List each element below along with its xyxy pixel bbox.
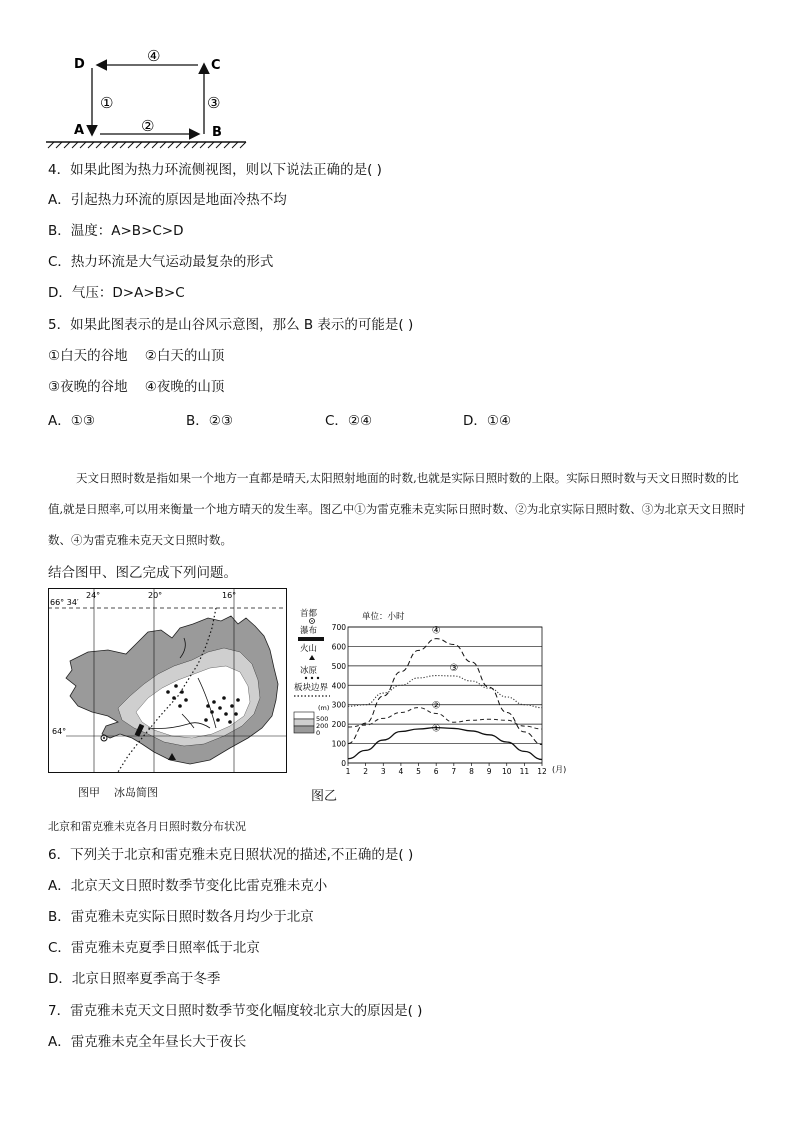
x-tick-10: 10 <box>501 767 512 776</box>
label-b: B <box>212 125 222 140</box>
x-tick-1: 1 <box>345 767 351 776</box>
label-arrow-3: ③ <box>207 94 221 112</box>
q4-option-c: C．热力环流是大气运动最复杂的形式 <box>48 254 274 270</box>
chart-caption: 图乙 <box>311 789 338 804</box>
map-caption: 图甲 冰岛简图 <box>78 786 158 799</box>
y-tick-400: 400 <box>331 681 346 691</box>
sunshine-chart <box>331 606 574 776</box>
q4-stem: 4．如果此图为热力环流侧视图，则以下说法正确的是( ) <box>48 162 382 178</box>
q6-option-a: A．北京天文日照时数季节变化比雷克雅未克小 <box>48 878 328 894</box>
lat-64-label: 64° <box>52 727 67 736</box>
q5-options <box>48 409 568 427</box>
series-label-3: ③ <box>449 662 459 674</box>
legend-elev-unit: (m) <box>318 704 330 712</box>
x-tick-9: 9 <box>486 767 492 776</box>
y-tick-500: 500 <box>331 661 346 671</box>
label-a: A <box>74 123 85 138</box>
series-label-1: ① <box>431 723 441 735</box>
ground-hatch <box>48 142 246 148</box>
x-tick-8: 8 <box>469 767 474 776</box>
q5-choices-line-2: ③夜晚的谷地 ④夜晚的山顶 <box>48 379 225 395</box>
legend-volcano-label: 火山 <box>300 644 318 654</box>
label-arrow-4: ④ <box>147 47 161 65</box>
lon-24-label: 24° <box>86 591 101 600</box>
x-tick-11: 11 <box>519 767 530 776</box>
q5-option-a: A．①③ <box>48 413 95 429</box>
chart-x-unit: (月) <box>552 765 567 774</box>
label-c: C <box>211 58 221 73</box>
circulation-diagram <box>40 44 250 154</box>
chart-unit-label: 单位：小时 <box>362 612 405 622</box>
label-d: D <box>74 57 85 72</box>
y-tick-0: 0 <box>341 759 346 768</box>
legend-elev-0: 0 <box>316 729 321 737</box>
passage-instruction: 结合图甲、图乙完成下列问题。 <box>48 565 237 581</box>
series-line-2 <box>348 708 542 729</box>
lat-66-label: 66° 34′ <box>50 598 79 607</box>
label-arrow-2: ② <box>141 117 155 135</box>
legend-ice-label: 冰原 <box>300 666 318 676</box>
x-tick-12: 12 <box>537 767 547 776</box>
iceland-map <box>48 588 340 774</box>
lon-16-label: 16° <box>222 591 237 600</box>
passage <box>48 463 748 556</box>
q5-option-c: C．②④ <box>325 413 373 429</box>
label-arrow-1: ① <box>100 94 114 112</box>
legend-plate-label: 板块边界 <box>294 683 329 693</box>
series-label-4: ④ <box>431 625 441 637</box>
y-tick-600: 600 <box>331 642 346 652</box>
y-tick-700: 700 <box>331 623 346 632</box>
x-tick-2: 2 <box>363 767 369 776</box>
q6-option-c: C．雷克雅未克夏季日照率低于北京 <box>48 940 260 956</box>
legend-capital-label: 首都 <box>300 609 318 619</box>
legend-waterfall-label: 瀑布 <box>300 626 318 636</box>
q5-option-b: B．②③ <box>186 413 233 429</box>
x-tick-6: 6 <box>433 767 439 776</box>
x-tick-7: 7 <box>451 767 457 776</box>
q4-option-b: B．温度：A>B>C>D <box>48 223 184 239</box>
legend-volcano-symbol <box>309 655 315 660</box>
passage-text: 天文日照时数是指如果一个地方一直都是晴天,太阳照射地面的时数,也就是实际日照时数的上限。实际日照时数与天文日照时数的比值,就是日照率,可以用来衡量一个地方晴天的发生率。图乙中①为雷克雅未克实际日照时数、②为北京实际日照时数、③为北京天文日照时数、④为雷克雅未克天文日照时数。 <box>48 471 746 547</box>
y-tick-100: 100 <box>331 739 346 749</box>
figure-caption: 北京和雷克雅未克各月日照时数分布状况 <box>48 820 246 833</box>
series-label-2: ② <box>431 700 441 712</box>
lon-20-label: 20° <box>148 591 163 600</box>
x-tick-3: 3 <box>380 767 386 776</box>
q6-stem: 6．下列关于北京和雷克雅未克日照状况的描述,不正确的是( ) <box>48 847 414 863</box>
q7-option-a: A．雷克雅未克全年昼长大于夜长 <box>48 1034 247 1050</box>
q5-choices-line-1: ①白天的谷地 ②白天的山顶 <box>48 348 225 364</box>
q4-option-d: D．气压：D>A>B>C <box>48 285 185 301</box>
legend-elev-200: 200 <box>316 722 329 730</box>
q7-stem: 7．雷克雅未克天文日照时数季节变化幅度较北京大的原因是( ) <box>48 1003 423 1019</box>
y-tick-200: 200 <box>331 720 346 730</box>
q6-option-d: D．北京日照率夏季高于冬季 <box>48 971 221 987</box>
x-tick-5: 5 <box>416 767 421 776</box>
legend-ice-symbol <box>305 677 319 679</box>
y-tick-300: 300 <box>331 700 346 710</box>
q5-stem: 5．如果此图表示的是山谷风示意图，那么 B 表示的可能是( ) <box>48 317 414 333</box>
legend-waterfall-symbol <box>298 637 324 641</box>
q5-option-d: D．①④ <box>463 413 512 429</box>
x-tick-4: 4 <box>398 767 404 776</box>
q4-option-a: A．引起热力环流的原因是地面冷热不均 <box>48 192 287 208</box>
legend-elev-500: 500 <box>316 715 329 723</box>
q6-option-b: B．雷克雅未克实际日照时数各月均少于北京 <box>48 909 314 925</box>
